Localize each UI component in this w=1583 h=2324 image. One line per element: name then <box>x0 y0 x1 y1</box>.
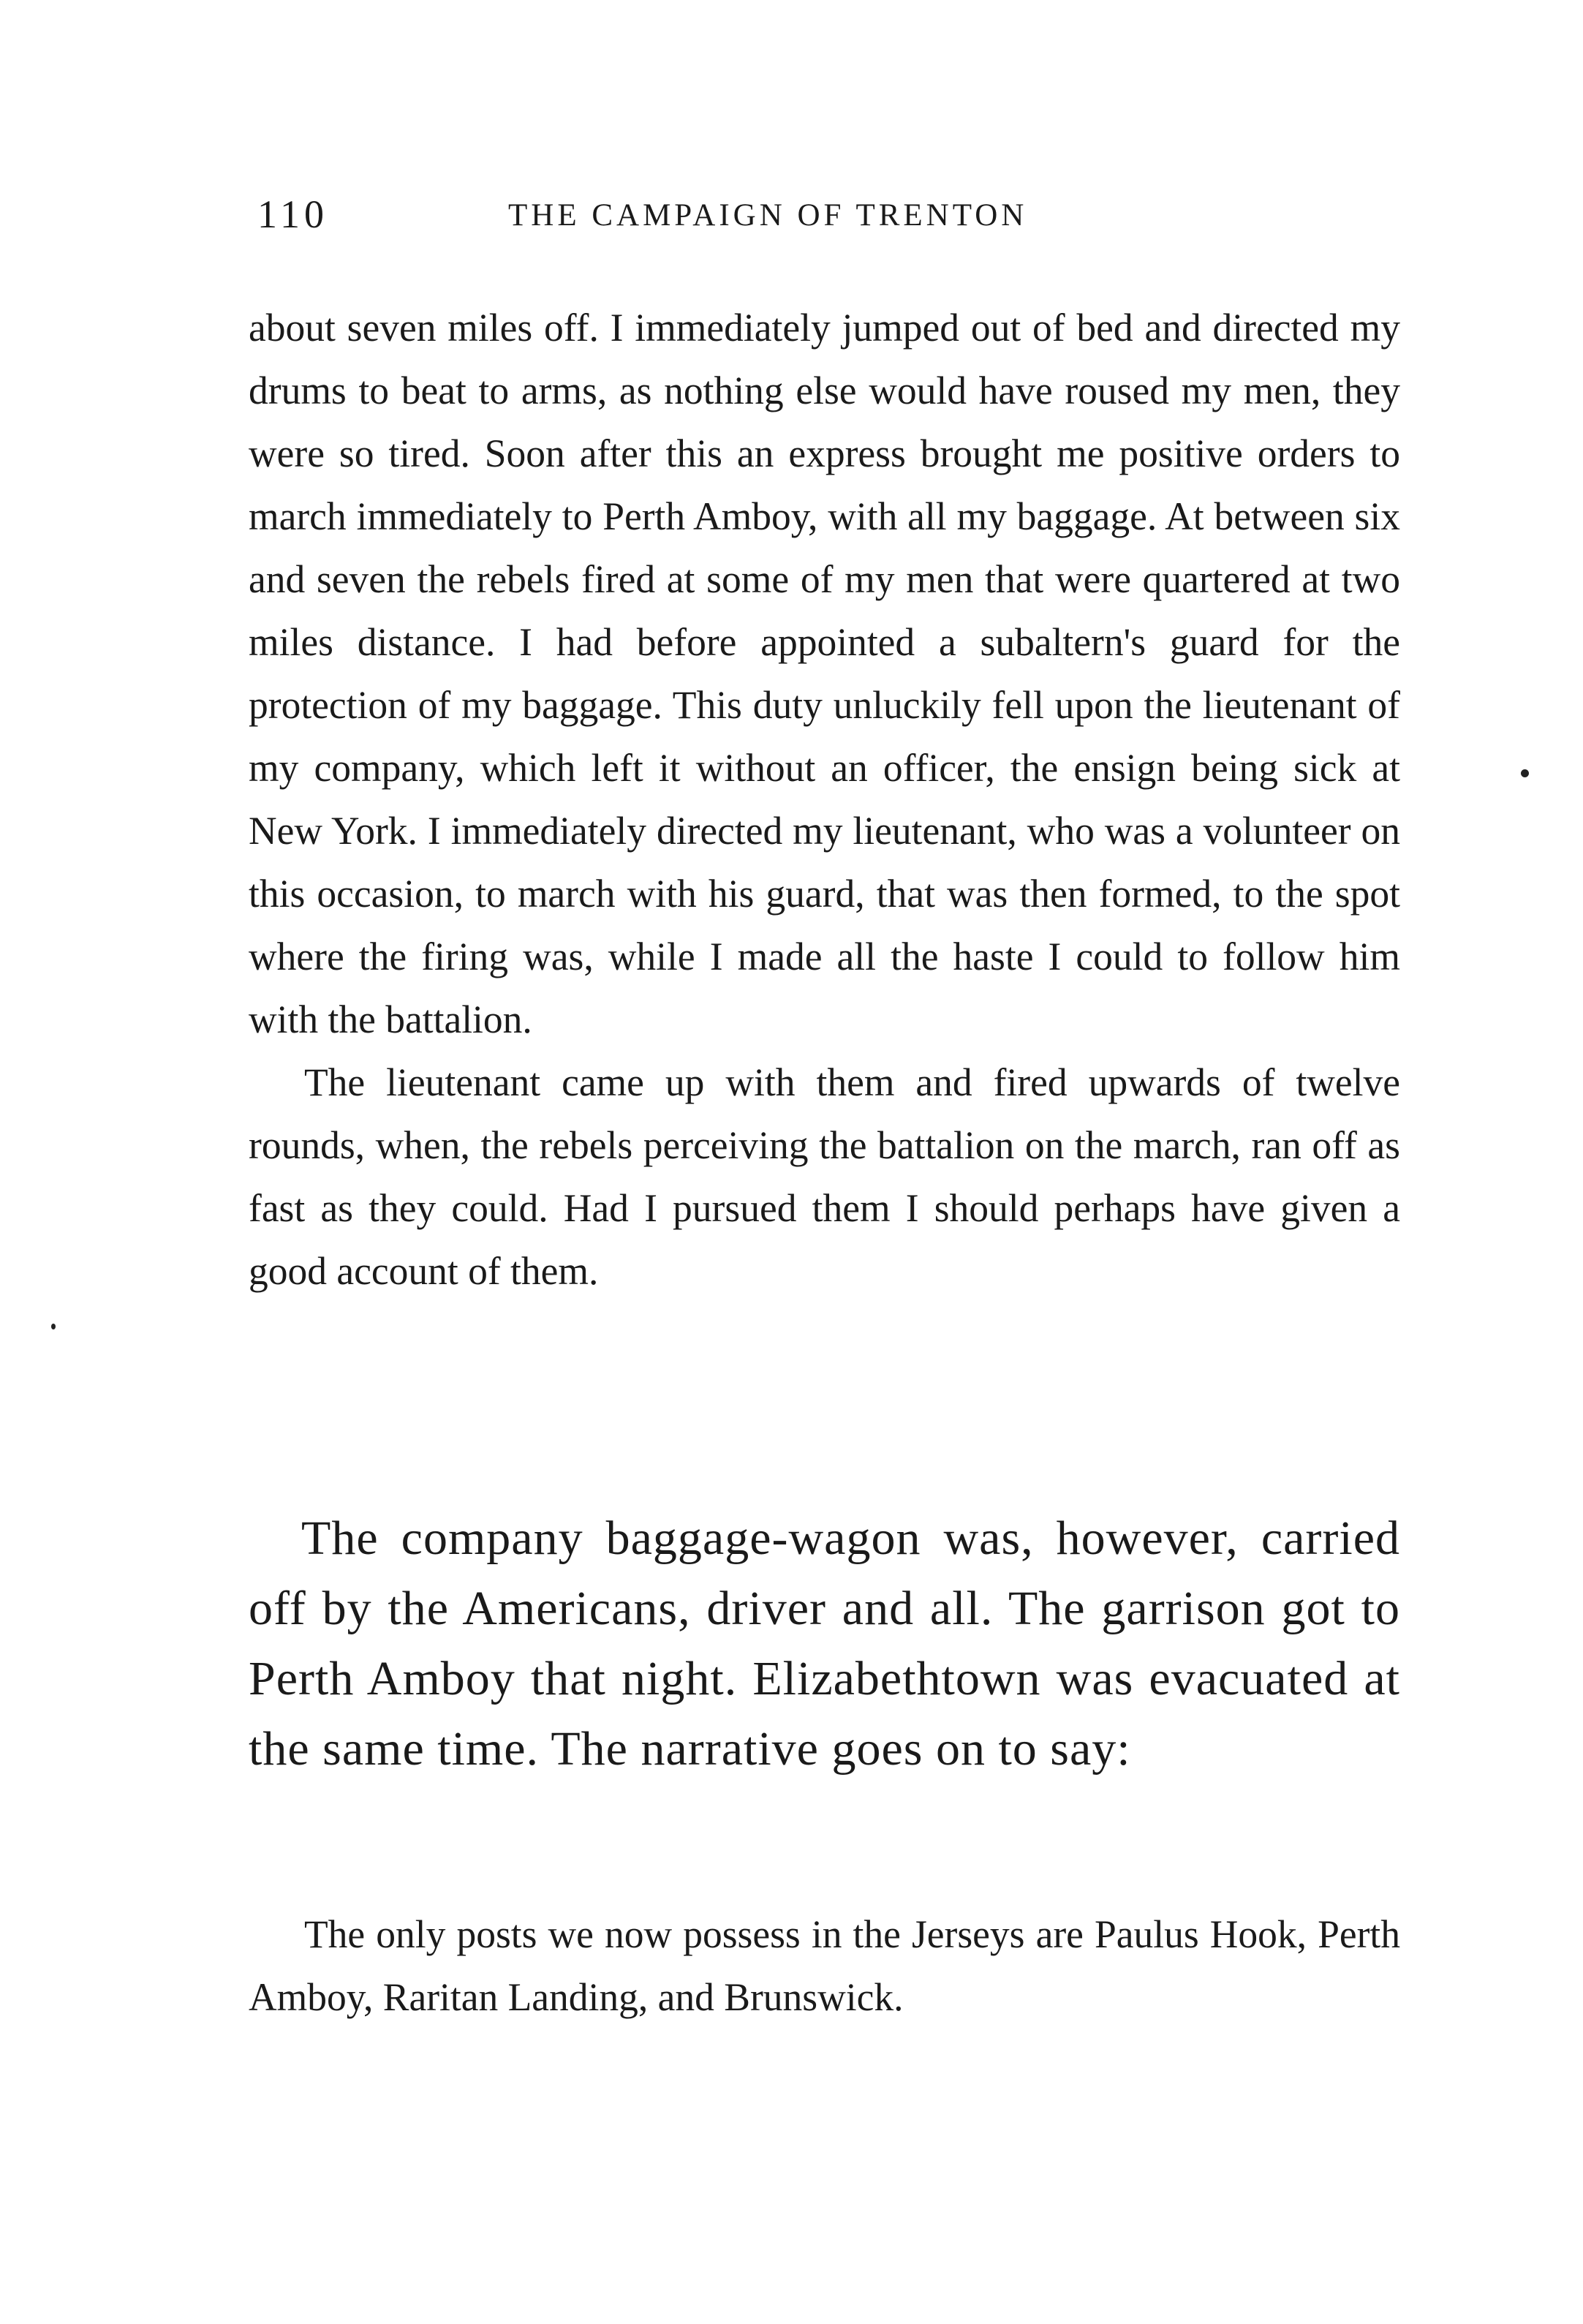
scan-speck <box>1521 769 1529 777</box>
scan-speck <box>51 1324 56 1329</box>
page-number: 110 <box>257 192 328 236</box>
page-header <box>249 192 1397 250</box>
running-title: THE CAMPAIGN OF TRENTON <box>508 198 1028 233</box>
quote-paragraph-2: The lieutenant came up with them and fired upwards of twelve rounds, when, the rebels perceiving the battalion on the march, ran off as fast as they could. Had I pursued them I should perhaps have given a good account of them. <box>249 1060 1400 1293</box>
quoted-letter <box>249 296 1400 1302</box>
narrative-paragraph: The company baggage-wagon was, however, carried off by the Americans, driver and all. The garrison got to Perth Amboy that night. Elizabethtown was evacuated at the same time. The narrative goes on to say: <box>249 1512 1400 1776</box>
narrative-text <box>249 1504 1400 1784</box>
closing-quote-paragraph: The only posts we now possess in the Jerseys are Paulus Hook, Perth Amboy, Raritan Landing, and Brunswick. <box>249 1912 1400 2019</box>
quote-paragraph-1: about seven miles off. I immediately jumped out of bed and directed my drums to beat to arms, as nothing else would have roused my men, they were so tired. Soon after this an express brought me positive orders to march immediately to Perth Amboy, with all my baggage. At between six and seven the rebels fired at some of my men that were quartered at two miles distance. I had before appointed a subaltern's guard for the protection of my baggage. This duty unluckily fell upon the lieutenant of my company, which left it without an officer, the ensign being sick at New York. I immediately directed my lieutenant, who was a volunteer on this occasion, to march with his guard, that was then formed, to the spot where the firing was, while I made all the haste I could to follow him with the battalion. <box>249 306 1400 1041</box>
closing-quote <box>249 1903 1400 2029</box>
